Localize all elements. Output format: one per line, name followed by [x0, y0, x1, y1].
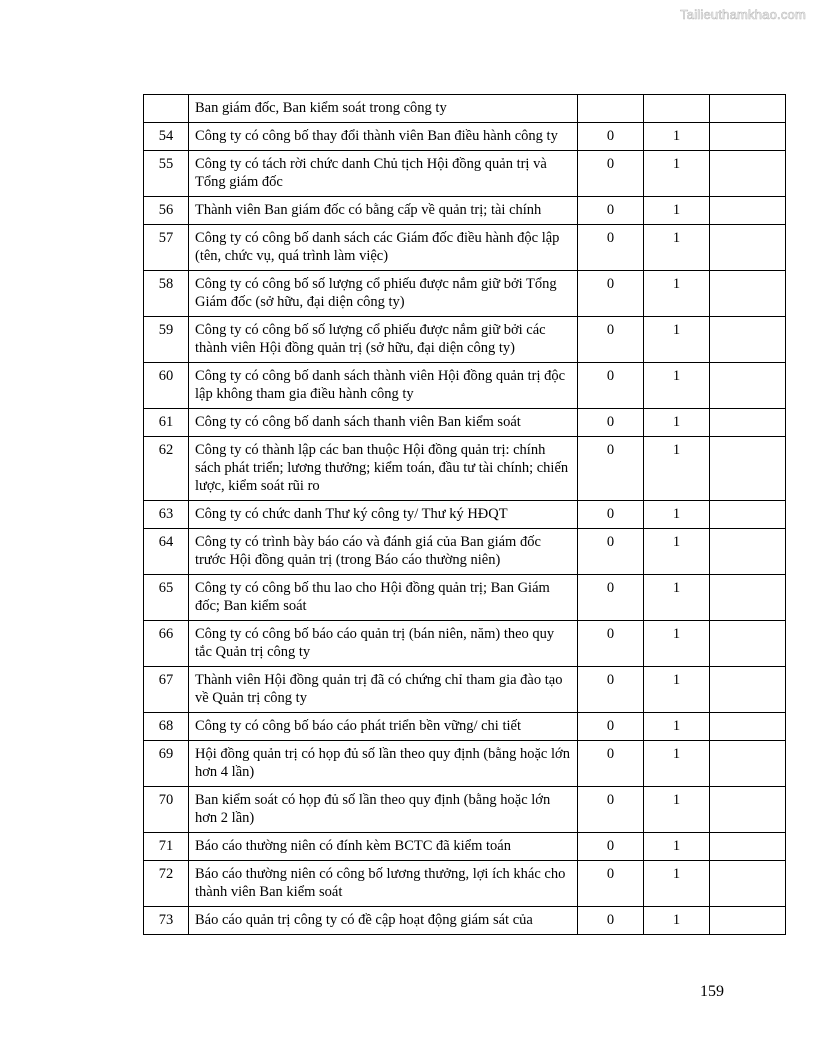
table-row [144, 123, 786, 151]
row-number: 54 [144, 123, 189, 151]
score-zero: 0 [578, 713, 644, 741]
score-empty [710, 667, 786, 713]
score-one: 1 [644, 197, 710, 225]
score-one: 1 [644, 667, 710, 713]
score-empty [710, 575, 786, 621]
score-zero: 0 [578, 151, 644, 197]
score-zero: 0 [578, 123, 644, 151]
score-zero: 0 [578, 501, 644, 529]
score-empty [710, 363, 786, 409]
criterion-text: Công ty có công bố báo cáo phát triển bền vững/ chi tiết [189, 713, 578, 741]
row-number: 68 [144, 713, 189, 741]
score-one: 1 [644, 271, 710, 317]
table-row [144, 363, 786, 409]
row-number: 55 [144, 151, 189, 197]
score-one: 1 [644, 501, 710, 529]
score-zero: 0 [578, 529, 644, 575]
score-one: 1 [644, 713, 710, 741]
score-one: 1 [644, 151, 710, 197]
criterion-text: Báo cáo thường niên có đính kèm BCTC đã kiểm toán [189, 833, 578, 861]
criterion-text: Công ty có công bố số lượng cổ phiếu được nắm giữ bởi Tổng Giám đốc (sở hữu, đại diện công ty) [189, 271, 578, 317]
score-zero: 0 [578, 409, 644, 437]
score-one: 1 [644, 317, 710, 363]
score-empty [710, 621, 786, 667]
score-empty [710, 437, 786, 501]
criterion-text: Công ty có thành lập các ban thuộc Hội đồng quản trị: chính sách phát triển; lương thưởng; kiểm toán, đầu tư tài chính; chiến lược, kiểm soát rũi ro [189, 437, 578, 501]
table-row [144, 501, 786, 529]
score-zero: 0 [578, 317, 644, 363]
criterion-text: Ban giám đốc, Ban kiểm soát trong công ty [189, 95, 578, 123]
criterion-text: Công ty có công bố danh sách các Giám đốc điều hành độc lập (tên, chức vụ, quá trình làm việc) [189, 225, 578, 271]
score-one: 1 [644, 409, 710, 437]
criterion-text: Công ty có công bố danh sách thanh viên Ban kiểm soát [189, 409, 578, 437]
score-empty [710, 713, 786, 741]
score-one: 1 [644, 861, 710, 907]
score-zero: 0 [578, 363, 644, 409]
row-number: 67 [144, 667, 189, 713]
table-row [144, 151, 786, 197]
score-zero: 0 [578, 741, 644, 787]
score-zero: 0 [578, 271, 644, 317]
score-one: 1 [644, 833, 710, 861]
row-number: 69 [144, 741, 189, 787]
score-one: 1 [644, 621, 710, 667]
table-row [144, 575, 786, 621]
table-row [144, 621, 786, 667]
watermark: Tailieuthamkhao.com [680, 7, 806, 22]
row-number: 66 [144, 621, 189, 667]
score-empty [710, 861, 786, 907]
table-row [144, 787, 786, 833]
score-zero: 0 [578, 667, 644, 713]
criterion-text: Công ty có chức danh Thư ký công ty/ Thư ký HĐQT [189, 501, 578, 529]
score-zero: 0 [578, 787, 644, 833]
score-zero: 0 [578, 833, 644, 861]
criterion-text: Công ty có trình bày báo cáo và đánh giá của Ban giám đốc trước Hội đồng quản trị (trong Báo cáo thường niên) [189, 529, 578, 575]
score-one: 1 [644, 907, 710, 935]
table-row [144, 833, 786, 861]
criterion-text: Thành viên Ban giám đốc có bằng cấp về quản trị; tài chính [189, 197, 578, 225]
score-one: 1 [644, 225, 710, 271]
row-number: 70 [144, 787, 189, 833]
score-zero: 0 [578, 575, 644, 621]
criterion-text: Báo cáo quản trị công ty có đề cập hoạt động giám sát của [189, 907, 578, 935]
score-empty [710, 123, 786, 151]
score-empty [710, 95, 786, 123]
row-number: 73 [144, 907, 189, 935]
criterion-text: Ban kiểm soát có họp đủ số lần theo quy định (bằng hoặc lớn hơn 2 lần) [189, 787, 578, 833]
table-row [144, 271, 786, 317]
criterion-text: Công ty có tách rời chức danh Chủ tịch Hội đồng quản trị và Tổng giám đốc [189, 151, 578, 197]
score-zero [578, 95, 644, 123]
row-number: 58 [144, 271, 189, 317]
row-number [144, 95, 189, 123]
score-zero: 0 [578, 621, 644, 667]
score-zero: 0 [578, 437, 644, 501]
score-empty [710, 907, 786, 935]
table-row [144, 437, 786, 501]
score-empty [710, 787, 786, 833]
score-one: 1 [644, 363, 710, 409]
score-one: 1 [644, 741, 710, 787]
row-number: 56 [144, 197, 189, 225]
table-row [144, 197, 786, 225]
score-zero: 0 [578, 225, 644, 271]
score-empty [710, 271, 786, 317]
criterion-text: Công ty có công bố báo cáo quản trị (bán niên, năm) theo quy tắc Quản trị công ty [189, 621, 578, 667]
score-one [644, 95, 710, 123]
table-row [144, 529, 786, 575]
row-number: 60 [144, 363, 189, 409]
row-number: 65 [144, 575, 189, 621]
criterion-text: Báo cáo thường niên có công bố lương thưởng, lợi ích khác cho thành viên Ban kiểm soát [189, 861, 578, 907]
table-row [144, 667, 786, 713]
score-one: 1 [644, 123, 710, 151]
score-one: 1 [644, 575, 710, 621]
row-number: 63 [144, 501, 189, 529]
criteria-table [143, 94, 786, 935]
row-number: 59 [144, 317, 189, 363]
score-empty [710, 317, 786, 363]
criteria-table-body [144, 95, 786, 935]
score-one: 1 [644, 787, 710, 833]
table-row [144, 317, 786, 363]
table-row [144, 225, 786, 271]
table-row [144, 713, 786, 741]
score-empty [710, 197, 786, 225]
table-row [144, 741, 786, 787]
score-empty [710, 409, 786, 437]
criterion-text: Công ty có công bố thay đổi thành viên Ban điều hành công ty [189, 123, 578, 151]
score-one: 1 [644, 437, 710, 501]
table-row [144, 409, 786, 437]
score-empty [710, 151, 786, 197]
row-number: 64 [144, 529, 189, 575]
criterion-text: Hội đồng quản trị có họp đủ số lần theo quy định (bằng hoặc lớn hơn 4 lần) [189, 741, 578, 787]
row-number: 71 [144, 833, 189, 861]
score-empty [710, 741, 786, 787]
score-empty [710, 225, 786, 271]
score-zero: 0 [578, 907, 644, 935]
table-row [144, 907, 786, 935]
score-zero: 0 [578, 861, 644, 907]
row-number: 72 [144, 861, 189, 907]
row-number: 57 [144, 225, 189, 271]
criterion-text: Công ty có công bố danh sách thành viên Hội đồng quản trị độc lập không tham gia điều hành công ty [189, 363, 578, 409]
score-one: 1 [644, 529, 710, 575]
criterion-text: Thành viên Hội đồng quản trị đã có chứng chỉ tham gia đào tạo về Quản trị công ty [189, 667, 578, 713]
page-number: 159 [700, 983, 724, 1000]
table-row [144, 95, 786, 123]
score-empty [710, 529, 786, 575]
table-row [144, 861, 786, 907]
row-number: 62 [144, 437, 189, 501]
score-empty [710, 501, 786, 529]
score-zero: 0 [578, 197, 644, 225]
criterion-text: Công ty có công bố số lượng cổ phiếu được nắm giữ bởi các thành viên Hội đồng quản trị (sở hữu, đại diện công ty) [189, 317, 578, 363]
criterion-text: Công ty có công bố thu lao cho Hội đồng quản trị; Ban Giám đốc; Ban kiểm soát [189, 575, 578, 621]
row-number: 61 [144, 409, 189, 437]
score-empty [710, 833, 786, 861]
